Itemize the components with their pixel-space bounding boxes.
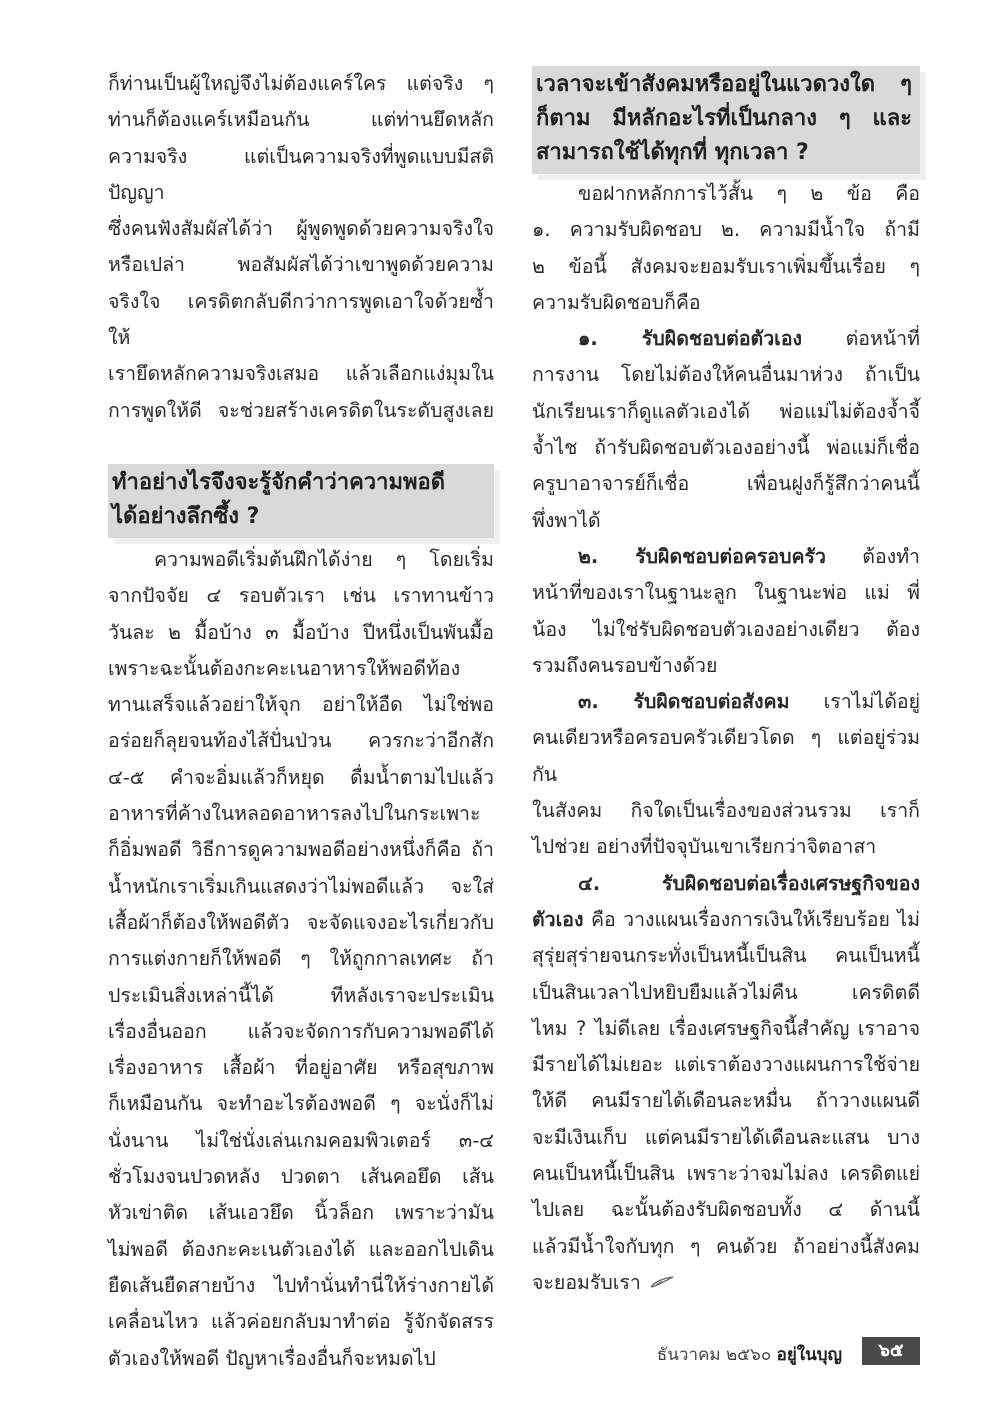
heading-line: ทำอย่างไรจึงจะรู้จักคำว่าความพอดี: [112, 469, 446, 495]
responsibility-item-3: [532, 684, 920, 865]
text-line: ยืดเส้นยืดสายบ้าง ไปทำนั่นทำนี่ให้ร่างกายได้: [108, 1273, 494, 1297]
responsibility-item-4: [532, 866, 920, 1302]
item-text: คือ วางแผนเรื่องการเงินให้เรียบร้อย ไม่: [590, 907, 921, 931]
text-line: หน้าที่ของเราในฐานะลูก ในฐานะพ่อ แม่ พี่: [532, 581, 920, 605]
text-line: นั่งนาน ไม่ใช่นั่งเล่นเกมคอมพิวเตอร์ ๓-๔: [108, 1128, 494, 1152]
text-line: [532, 539, 920, 575]
text-line: ไปช่วย อย่างที่ปัจจุบันเขาเรียกว่าจิตอาสา: [532, 835, 877, 859]
question-heading-moderation: [108, 464, 494, 538]
text-line: เสื้อผ้าก็ต้องให้พอดีตัว จะจัดแจงอะไรเกี่ยวกับ: [108, 910, 494, 934]
text-line: ในสังคม กิจใดเป็นเรื่องของส่วนรวม เราก็: [532, 799, 920, 823]
text-line: น้อง ไม่ใช่รับผิดชอบตัวเองอย่างเดียว ต้อง: [532, 617, 920, 641]
left-intro-paragraph: [108, 66, 494, 429]
text-line: [532, 902, 920, 938]
text-line: มีรายได้ไม่เยอะ แต่เราต้องวางแผนการใช้จ่าย: [532, 1053, 920, 1077]
text-line: การพูดให้ดี จะช่วยสร้างเครดิตในระดับสูงเลย: [108, 398, 494, 422]
text-line: ชั่วโมงจนปวดหลัง ปวดตา เส้นคอยึด เส้น: [108, 1165, 494, 1189]
text-line: แล้วมีน้ำใจกับทุก ๆ คนด้วย ถ้าอย่างนี้สังคม: [532, 1234, 920, 1258]
text-line: หัวเข่าติด เส้นเอวยึด นิ้วล็อก เพราะว่ามัน: [108, 1201, 494, 1225]
issue-date: ธันวาคม ๒๕๖๐: [656, 1345, 772, 1365]
text-line: เรายึดหลักความจริงเสมอ แล้วเลือกแง่มุมใน: [108, 362, 494, 386]
text-line: ๑. ความรับผิดชอบ ๒. ความมีน้ำใจ ถ้ามี: [532, 218, 920, 242]
text-line: หรือเปล่า พอสัมผัสได้ว่าเขาพูดด้วยความ: [108, 253, 494, 277]
text-line: จะมีเงินเก็บ แต่คนมีรายได้เดือนละแสน บาง: [532, 1125, 920, 1149]
right-column: [532, 66, 920, 1302]
left-column: [108, 66, 494, 1377]
text-line: เป็นสินเวลาไปหยิบยืมแล้วไม่คืน เครดิตดี: [532, 980, 920, 1004]
magazine-name: อยู่ในบุญ: [776, 1345, 842, 1365]
item-text: จะยอมรับเรา: [532, 1270, 641, 1294]
text-line: ๒ ข้อนี้ สังคมจะยอมรับเราเพิ่มขึ้นเรื่อย ๆ: [532, 254, 920, 278]
heading-line: สามารถใช้ได้ทุกที่ ทุกเวลา ?: [536, 140, 809, 165]
page-number: ๖๕: [862, 1337, 920, 1365]
text-line: น้ำหนักเราเริ่มเกินแสดงว่าไม่พอดีแล้ว จะใส่: [108, 874, 494, 898]
text-line: คนเดียวหรือครอบครัวเดียวโดด ๆ แต่อยู่ร่วมกัน: [532, 726, 920, 786]
issue-label: [657, 1341, 842, 1368]
text-line: ไปเลย ฉะนั้นต้องรับผิดชอบทั้ง ๔ ด้านนี้: [532, 1198, 920, 1222]
item-text: เราไม่ได้อยู่: [823, 690, 920, 714]
text-line: ๔-๕ คำจะอิ่มแล้วก็หยุด ดื่มน้ำตามไปแล้ว: [108, 765, 494, 789]
heading-line: เวลาจะเข้าสังคมหรืออยู่ในแวดวงใด ๆ: [536, 72, 912, 97]
item-title: ตัวเอง: [532, 907, 584, 931]
heading-line: ได้อย่างลึกซึ้ง ?: [112, 503, 260, 529]
item-title: ๒. รับผิดชอบต่อครอบครัว: [578, 544, 826, 568]
pen-nib-end-mark-icon: [649, 1265, 675, 1301]
item-text: ต้องทำ: [862, 544, 920, 568]
text-line: การแต่งกายก็ให้พอดี ๆ ให้ถูกกาลเทศะ ถ้า: [108, 947, 494, 971]
text-line: อร่อยก็ลุยจนท้องไส้ปั่นป่วน ควรกะว่าอีกสัก: [108, 729, 494, 753]
item-text: ต่อหน้าที่: [845, 327, 920, 351]
social-intro-paragraph: [532, 176, 920, 321]
text-line: การงาน โดยไม่ต้องให้คนอื่นมาห่วง ถ้าเป็น: [532, 363, 920, 387]
text-line: รวมถึงคนรอบข้างด้วย: [532, 653, 718, 677]
moderation-answer-paragraph: [108, 542, 494, 1377]
text-line: [532, 1265, 920, 1302]
text-line: ก็ท่านเป็นผู้ใหญ่จึงไม่ต้องแคร์ใคร แต่จริง ๆ: [108, 72, 494, 95]
text-line: [532, 684, 920, 720]
text-line: ก็เหมือนกัน จะทำอะไรต้องพอดี ๆ จะนั่งก็ไม่: [108, 1092, 494, 1116]
text-line: ความจริง แต่เป็นความจริงที่พูดแบบมีสติปัญญา: [108, 144, 494, 204]
text-line: ครูบาอาจารย์ก็เชื่อ เพื่อนฝูงก็รู้สึกว่าคนนี้: [532, 472, 920, 496]
page-footer: [600, 1337, 920, 1367]
responsibility-item-2: [532, 539, 920, 684]
text-line: ไม่พอดี ต้องกะคะเนตัวเองได้ และออกไปเดิน: [108, 1237, 494, 1261]
text-line: ความรับผิดชอบก็คือ: [532, 290, 701, 314]
text-line: คนเป็นหนี้เป็นสิน เพราะว่าจมไม่ลง เครดิตแย่: [532, 1162, 920, 1186]
text-line: สุรุ่ยสุร่ายจนกระทั่งเป็นหนี้เป็นสิน คนเป็นหนี้: [532, 944, 920, 968]
text-line: จริงใจ เครดิตกลับดีกว่าการพูดเอาใจด้วยซ้ำ ให้: [108, 289, 494, 350]
text-line: พึ่งพาได้: [532, 508, 601, 532]
text-line: ความพอดีเริ่มต้นฝึกได้ง่าย ๆ โดยเริ่ม: [154, 547, 494, 571]
text-line: นักเรียนเราก็ดูแลตัวเองได้ พ่อแม่ไม่ต้องจ้ำจี้: [532, 399, 920, 423]
text-line: จ้ำไช ถ้ารับผิดชอบตัวเองอย่างนี้ พ่อแม่ก็เชื่อ: [532, 436, 920, 460]
heading-line: ก็ตาม มีหลักอะไรที่เป็นกลาง ๆ และ: [536, 106, 912, 131]
text-line: เคลื่อนไหว แล้วค่อยกลับมาทำต่อ รู้จักจัดสรร: [108, 1310, 494, 1334]
responsibility-item-1: [532, 321, 920, 539]
text-line: อาหารที่ค้างในหลอดอาหารลงไปในกระเพาะ: [108, 802, 481, 826]
text-line: ท่านก็ต้องแคร์เหมือนกัน แต่ท่านยึดหลัก: [108, 108, 494, 132]
text-line: เรื่องอาหาร เสื้อผ้า ที่อยู่อาศัย หรือสุขภาพ: [108, 1056, 494, 1080]
item-title: ๔. รับผิดชอบต่อเรื่องเศรษฐกิจของ: [578, 871, 920, 895]
text-line: ขอฝากหลักการไว้สั้น ๆ ๒ ข้อ คือ: [578, 182, 920, 205]
item-title: ๑. รับผิดชอบต่อตัวเอง: [578, 327, 803, 351]
item-title: ๓. รับผิดชอบต่อสังคม: [578, 690, 790, 714]
text-line: จากปัจจัย ๔ รอบตัวเรา เช่น เราทานข้าว: [108, 584, 494, 608]
text-line: ทานเสร็จแล้วอย่าให้จุก อย่าให้อืด ไม่ใช่พอ: [108, 693, 494, 717]
text-line: ประเมินสิ่งเหล่านี้ได้ ทีหลังเราจะประเมิน: [108, 983, 494, 1007]
text-line: [532, 321, 920, 357]
text-line: ซึ่งคนฟังสัมผัสได้ว่า ผู้พูดพูดด้วยความจริงใจ: [108, 217, 494, 241]
text-line: ตัวเองให้พอดี ปัญหาเรื่องอื่นก็จะหมดไป: [108, 1346, 436, 1370]
text-line: เพราะฉะนั้นต้องกะคะเนอาหารให้พอดีท้อง: [108, 656, 461, 680]
text-line: ไหม ? ไม่ดีเลย เรื่องเศรษฐกิจนี้สำคัญ เราอาจ: [532, 1016, 920, 1040]
text-line: ให้ดี คนมีรายได้เดือนละหมื่น ถ้าวางแผนดี: [532, 1089, 920, 1113]
text-line: เรื่องอื่นออก แล้วจะจัดการกับความพอดีได้: [108, 1019, 494, 1043]
text-line: วันละ ๒ มื้อบ้าง ๓ มื้อบ้าง ปีหนึ่งเป็นพันมื้อ: [108, 620, 494, 644]
text-line: ก็อิ่มพอดี วิธีการดูความพอดีอย่างหนึ่งก็คือ ถ้า: [108, 838, 494, 862]
question-heading-social: [532, 66, 920, 174]
